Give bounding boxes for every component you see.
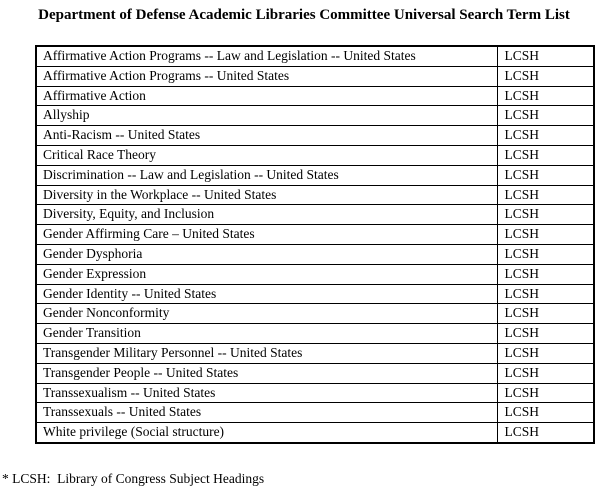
source-cell: LCSH: [497, 46, 594, 66]
source-cell: LCSH: [497, 284, 594, 304]
term-cell: Diversity, Equity, and Inclusion: [36, 205, 497, 225]
term-cell: Critical Race Theory: [36, 145, 497, 165]
term-cell: Transsexualism -- United States: [36, 383, 497, 403]
table-row: [36, 145, 594, 165]
term-cell: Affirmative Action Programs -- United States: [36, 66, 497, 86]
table-row: [36, 304, 594, 324]
term-cell: Transgender Military Personnel -- United States: [36, 343, 497, 363]
term-cell: Gender Dysphoria: [36, 244, 497, 264]
source-cell: LCSH: [497, 106, 594, 126]
table-row: [36, 86, 594, 106]
source-cell: LCSH: [497, 225, 594, 245]
term-cell: Gender Expression: [36, 264, 497, 284]
table-row: [36, 264, 594, 284]
term-cell: Gender Transition: [36, 324, 497, 344]
term-cell: Transgender People -- United States: [36, 363, 497, 383]
table-row: [36, 225, 594, 245]
term-cell: White privilege (Social structure): [36, 423, 497, 443]
source-cell: LCSH: [497, 423, 594, 443]
source-cell: LCSH: [497, 185, 594, 205]
table-row: [36, 423, 594, 443]
term-cell: Anti-Racism -- United States: [36, 126, 497, 146]
term-cell: Affirmative Action: [36, 86, 497, 106]
table-row: [36, 403, 594, 423]
source-cell: LCSH: [497, 264, 594, 284]
table-row: [36, 126, 594, 146]
table-row: [36, 343, 594, 363]
table-row: [36, 106, 594, 126]
term-cell: Gender Affirming Care – United States: [36, 225, 497, 245]
source-cell: LCSH: [497, 66, 594, 86]
table-row: [36, 383, 594, 403]
source-cell: LCSH: [497, 205, 594, 225]
table-row: [36, 185, 594, 205]
term-cell: Diversity in the Workplace -- United States: [36, 185, 497, 205]
table-row: [36, 244, 594, 264]
term-cell: Discrimination -- Law and Legislation -- United States: [36, 165, 497, 185]
source-cell: LCSH: [497, 126, 594, 146]
page-title: Department of Defense Academic Libraries Committee Universal Search Term List: [38, 7, 570, 23]
table-row: [36, 205, 594, 225]
term-cell: Affirmative Action Programs -- Law and Legislation -- United States: [36, 46, 497, 66]
table-row: [36, 46, 594, 66]
table-row: [36, 66, 594, 86]
table-row: [36, 165, 594, 185]
search-term-table: [35, 45, 595, 444]
table-row: [36, 284, 594, 304]
table-row: [36, 363, 594, 383]
source-cell: LCSH: [497, 244, 594, 264]
table-row: [36, 324, 594, 344]
search-term-table-body: [36, 46, 594, 443]
source-cell: LCSH: [497, 343, 594, 363]
source-cell: LCSH: [497, 383, 594, 403]
source-cell: LCSH: [497, 324, 594, 344]
source-cell: LCSH: [497, 145, 594, 165]
lcsh-footnote: * LCSH: Library of Congress Subject Headings: [2, 471, 265, 486]
source-cell: LCSH: [497, 363, 594, 383]
term-cell: Transsexuals -- United States: [36, 403, 497, 423]
term-cell: Gender Identity -- United States: [36, 284, 497, 304]
term-cell: Gender Nonconformity: [36, 304, 497, 324]
source-cell: LCSH: [497, 165, 594, 185]
source-cell: LCSH: [497, 304, 594, 324]
term-cell: Allyship: [36, 106, 497, 126]
source-cell: LCSH: [497, 86, 594, 106]
source-cell: LCSH: [497, 403, 594, 423]
